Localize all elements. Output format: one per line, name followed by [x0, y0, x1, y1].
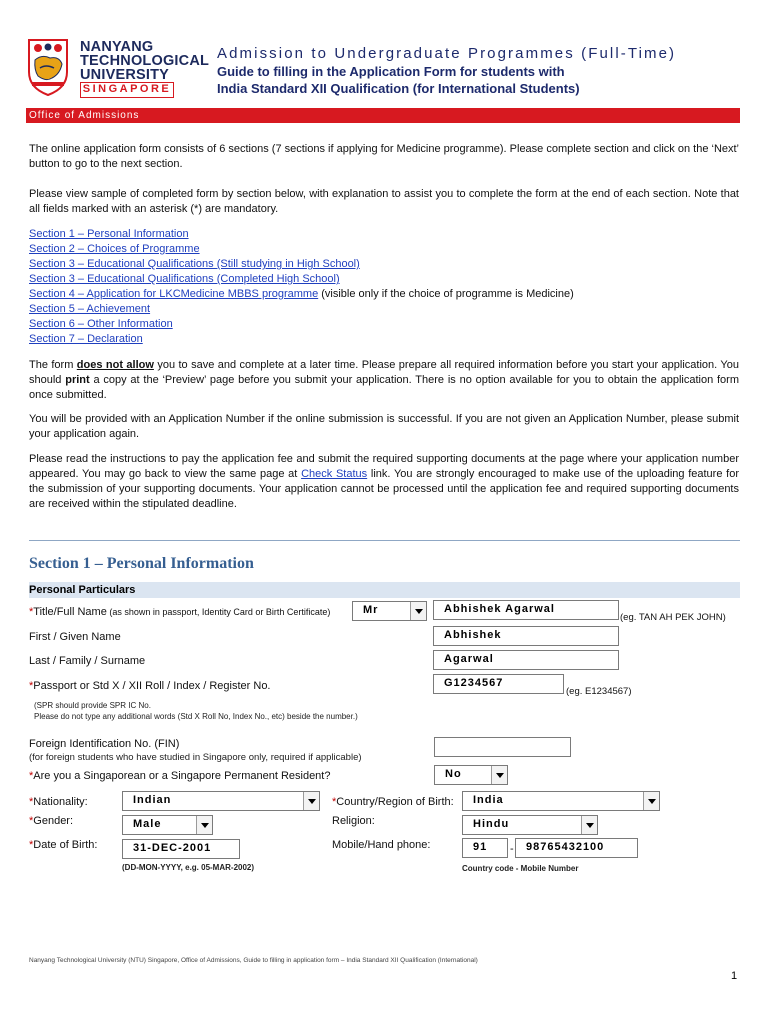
passport-input[interactable]: G1234567	[433, 674, 564, 694]
gender-select[interactable]: Male	[122, 815, 213, 835]
mobile-number-input[interactable]: 98765432100	[515, 838, 638, 858]
logo-text-technological: TECHNOLOGICAL	[80, 53, 210, 69]
nationality-select[interactable]: Indian	[122, 791, 320, 811]
last-name-label: Last / Family / Surname	[29, 655, 146, 667]
dob-input[interactable]: 31-DEC-2001	[122, 839, 240, 859]
section-4-note: (visible only if the choice of programme is Medicine)	[318, 288, 574, 300]
check-status-link[interactable]: Check Status	[301, 468, 368, 480]
passport-note-1: (SPR should provide SPR IC No.	[34, 701, 151, 710]
fin-input[interactable]	[434, 737, 571, 757]
application-number-paragraph: You will be provided with an Application Number if the online submission is successful. If you are not given an Application Number, please submit your application again.	[29, 413, 739, 440]
mobile-country-code-input[interactable]: 91	[462, 838, 508, 858]
fin-note: (for foreign students who have studied in Singapore only, required if applicable)	[29, 752, 362, 763]
page-number: 1	[731, 970, 738, 982]
fee-instructions-paragraph: Please read the instructions to pay the application fee and submit the required supporting documents at the page where your application number appeared. You may go back to view the same page at Check Status link. You are strongly encouraged to make use of the uploading feature for the submission of your supporting documents. Your application cannot be processed until the application fee and required supporting documents are received within the stipulated deadline.	[29, 453, 740, 510]
chevron-down-icon	[491, 766, 507, 784]
intro-paragraph-2: Please view sample of completed form by section below, with explanation to assist you to complete the form at the end of each section. Note that all fields marked with an asterisk (*) are mandatory.	[29, 188, 739, 215]
personal-particulars-band: Personal Particulars	[29, 582, 740, 598]
document-title: Admission to Undergraduate Programmes (Full-Time)	[217, 45, 677, 62]
save-warning-paragraph: The form does not allow you to save and complete at a later time. Please prepare all required information before you start your application. You should print a copy at the ‘Preview’ page before you submit your application. There is no option available for you to obtain the application form once submitted.	[29, 359, 739, 401]
fullname-input[interactable]: Abhishek Agarwal	[433, 600, 619, 620]
section-3-completed-link[interactable]: Section 3 – Educational Qualifications (Completed High School)	[29, 273, 340, 285]
chevron-down-icon	[196, 816, 212, 834]
chevron-down-icon	[643, 792, 659, 810]
chevron-down-icon	[410, 602, 426, 620]
passport-note-2: Please do not type any additional words (Std X Roll No, Index No., etc) beside the number.)	[34, 712, 358, 721]
country-of-birth-label: *Country/Region of Birth:	[332, 796, 454, 808]
chevron-down-icon	[581, 816, 597, 834]
logo-text-nanyang: NANYANG	[80, 39, 154, 55]
nationality-label: *Nationality:	[29, 796, 88, 808]
logo-text-university: UNIVERSITY	[80, 67, 170, 83]
mobile-format-hint: Country code - Mobile Number	[462, 864, 579, 873]
gender-label: *Gender:	[29, 815, 74, 827]
chevron-down-icon	[303, 792, 319, 810]
intro-paragraph-1: The online application form consists of 6 sections (7 sections if applying for Medicine programme). Please complete section and click on the ‘Next’ button to go to the next section.	[29, 143, 739, 170]
section-7-link[interactable]: Section 7 – Declaration	[29, 333, 143, 345]
fin-label: Foreign Identification No. (FIN)	[29, 738, 180, 750]
divider	[29, 540, 740, 541]
first-name-input[interactable]: Abhishek	[433, 626, 619, 646]
mobile-separator: -	[510, 843, 514, 855]
office-banner: Office of Admissions	[26, 108, 740, 123]
document-subtitle-line1: Guide to filling in the Application Form for students with	[217, 64, 565, 79]
fullname-example: (eg. TAN AH PEK JOHN)	[620, 612, 726, 623]
dob-format-hint: (DD-MON-YYYY, e.g. 05-MAR-2002)	[122, 863, 255, 872]
section-2-link[interactable]: Section 2 – Choices of Programme	[29, 243, 200, 255]
section-6-link[interactable]: Section 6 – Other Information	[29, 318, 173, 330]
section-4-link[interactable]: Section 4 – Application for LKCMedicine MBBS programme (visible only if the choice of programme is Medicine)	[29, 288, 574, 300]
passport-example: (eg. E1234567)	[566, 686, 632, 697]
religion-select[interactable]: Hindu	[462, 815, 598, 835]
mobile-label: Mobile/Hand phone:	[332, 839, 431, 851]
logo-text-singapore: SINGAPORE	[80, 82, 174, 98]
dob-label: *Date of Birth:	[29, 839, 98, 851]
last-name-input[interactable]: Agarwal	[433, 650, 619, 670]
title-select[interactable]: Mr	[352, 601, 427, 621]
section-3-studying-link[interactable]: Section 3 – Educational Qualifications (Still studying in High School)	[29, 258, 360, 270]
religion-label: Religion:	[332, 815, 375, 827]
section-1-heading: Section 1 – Personal Information	[29, 555, 254, 572]
spr-question-label: *Are you a Singaporean or a Singapore Permanent Resident?	[29, 770, 331, 782]
title-fullname-label: *Title/Full Name (as shown in passport, Identity Card or Birth Certificate)	[29, 606, 331, 618]
spr-select[interactable]: No	[434, 765, 508, 785]
ntu-logo	[26, 38, 70, 96]
passport-label: *Passport or Std X / XII Roll / Index / Register No.	[29, 680, 271, 692]
section-1-link[interactable]: Section 1 – Personal Information	[29, 228, 189, 240]
country-of-birth-select[interactable]: India	[462, 791, 660, 811]
first-name-label: First / Given Name	[29, 631, 121, 643]
document-subtitle-line2: India Standard XII Qualification (for International Students)	[217, 81, 580, 96]
section-5-link[interactable]: Section 5 – Achievement	[29, 303, 151, 315]
footer-text: Nanyang Technological University (NTU) Singapore, Office of Admissions, Guide to filling in application form – India Standard XII Qualification (International)	[29, 957, 478, 964]
